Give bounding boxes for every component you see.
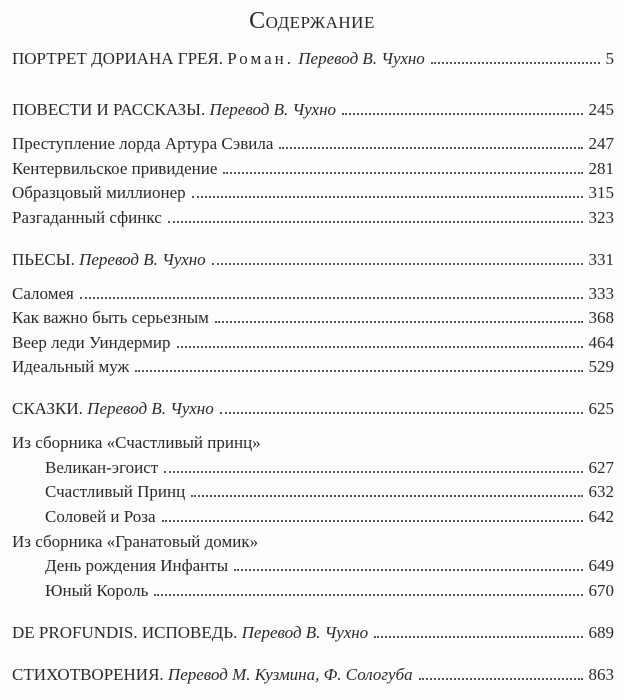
toc-entry-title: Из сборника «Гранатовый домик»: [12, 532, 259, 551]
toc-entry: [12, 99, 614, 121]
page-number: 315: [588, 183, 614, 202]
toc-entry: [12, 356, 614, 378]
page-number: 529: [588, 357, 614, 376]
toc-entry: [12, 207, 614, 229]
page-number: 670: [588, 581, 614, 600]
toc-entry: [45, 506, 614, 528]
page-number: 863: [588, 665, 614, 684]
page-number: 281: [588, 159, 614, 178]
toc-entry-title: Соловей и Роза: [45, 507, 156, 526]
page-number: 323: [588, 208, 614, 227]
toc-entry-title: Юный Король: [45, 581, 149, 600]
page-number: 689: [588, 623, 614, 642]
toc-entry-title: Великан-эгоист: [45, 458, 159, 477]
leader-dots: [135, 370, 582, 372]
toc-entry: [12, 133, 614, 155]
leader-dots: [223, 172, 582, 174]
toc-entry: [12, 249, 614, 271]
toc-entry: [12, 398, 614, 420]
toc-entry-title: DE PROFUNDIS. ИСПОВЕДЬ. Перевод В. Чухно: [12, 623, 369, 642]
leader-dots: [164, 471, 582, 473]
page-number: 5: [605, 49, 614, 68]
leader-dots: [234, 569, 582, 571]
toc-entry: [45, 555, 614, 577]
toc-entry-title: СТИХОТВОРЕНИЯ. Перевод М. Кузмина, Ф. Сологуба: [12, 665, 413, 684]
translator-credit: Перевод В. Чухно: [209, 100, 337, 119]
leader-dots: [80, 297, 583, 299]
leader-dots: [220, 412, 583, 414]
toc-entry-title: Как важно быть серьезным: [12, 308, 209, 327]
toc-entry: [45, 481, 614, 503]
page-number: 333: [588, 284, 614, 303]
toc-entry: [12, 622, 614, 644]
toc-entry: [12, 332, 614, 354]
toc-entry: [12, 283, 614, 305]
toc-entry-title: Разгаданный сфинкс: [12, 208, 162, 227]
toc-entry: [45, 580, 614, 602]
toc-entry: [12, 432, 614, 454]
page-number: 464: [588, 333, 614, 352]
translator-credit: Перевод В. Чухно: [298, 49, 425, 68]
leader-dots: [419, 678, 583, 680]
toc-entry-title: СКАЗКИ. Перевод В. Чухно: [12, 399, 214, 418]
leader-dots: [192, 196, 583, 198]
toc-entry-title: ПОРТРЕТ ДОРИАНА ГРЕЯ. Роман. Перевод В. Чухно: [12, 49, 425, 68]
toc-entry-title: Идеальный муж: [12, 357, 130, 376]
leader-dots: [154, 594, 582, 596]
page-number: 245: [588, 100, 614, 119]
toc-entry-title: Кентервильское привидение: [12, 159, 218, 178]
toc-entry-title: Из сборника «Счастливый принц»: [12, 433, 261, 452]
toc-entry: [12, 48, 614, 70]
page-number: 642: [588, 507, 614, 526]
leader-dots: [431, 62, 600, 64]
toc-entry: [12, 531, 614, 553]
toc-entry-title: ПЬЕСЫ. Перевод В. Чухно: [12, 250, 206, 269]
toc-entry: [12, 182, 614, 204]
page-title: Содержание: [249, 8, 375, 34]
leader-dots: [374, 636, 582, 638]
leader-dots: [342, 113, 582, 115]
leader-dots: [177, 346, 583, 348]
page-number: 331: [588, 250, 614, 269]
toc-entry-title: Преступление лорда Артура Сэвила: [12, 134, 274, 153]
leader-dots: [215, 321, 583, 323]
translator-credit: Перевод В. Чухно: [79, 250, 206, 269]
page-number: 632: [588, 482, 614, 501]
toc-entry: [45, 457, 614, 479]
toc-entry-title: Саломея: [12, 284, 74, 303]
toc-entry-title: Веер леди Уиндермир: [12, 333, 171, 352]
leader-dots: [191, 495, 582, 497]
leader-dots: [279, 147, 582, 149]
toc-entry: [12, 664, 614, 686]
leader-dots: [212, 263, 583, 265]
leader-dots: [162, 520, 583, 522]
toc-entry-title: Счастливый Принц: [45, 482, 186, 501]
page-number: 625: [588, 399, 614, 418]
translator-credit: Перевод В. Чухно: [241, 623, 369, 642]
toc-entry: [12, 307, 614, 329]
page-number: 627: [588, 458, 614, 477]
toc-entry: [12, 158, 614, 180]
translator-credit: Перевод М. Кузмина, Ф. Сологуба: [167, 665, 413, 684]
toc-entry-title: ПОВЕСТИ И РАССКАЗЫ. Перевод В. Чухно: [12, 100, 337, 119]
page-number: 649: [588, 556, 614, 575]
toc-entry-title: Образцовый миллионер: [12, 183, 186, 202]
translator-credit: Перевод В. Чухно: [87, 399, 214, 418]
page-number: 368: [588, 308, 614, 327]
leader-dots: [168, 221, 583, 223]
toc-entry-title: День рождения Инфанты: [45, 556, 229, 575]
page-number: 247: [588, 134, 614, 153]
